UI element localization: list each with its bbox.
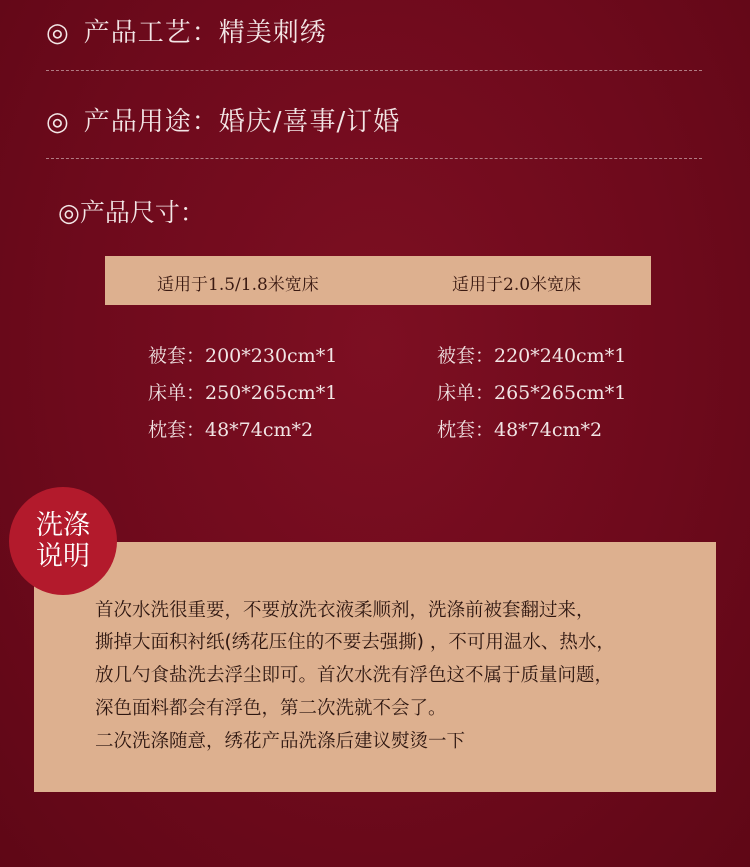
wash-line-3: 放几勺食盐洗去浮尘即可。首次水洗有浮色这不属于质量问题， [95,665,614,686]
spec-right-2: 床单：265*265cm*1 [437,382,627,404]
header-col-2: 适用于2.0米宽床 [452,275,582,295]
spec-left-1: 被套：200*230cm*1 [148,345,338,367]
size-table-header [105,256,651,305]
spec-left-3: 枕套：48*74cm*2 [148,419,314,441]
wash-line-5: 二次洗涤随意，绣花产品洗涤后建议熨烫一下 [95,731,466,752]
usage-line [46,101,400,138]
spec-right-1: 被套：220*240cm*1 [437,345,627,367]
size-title: ◎产品尺寸： [58,198,205,227]
badge-line-2: 说明 [36,541,90,572]
wash-badge [9,487,117,595]
spec-left-2: 床单：250*265cm*1 [148,382,338,404]
wash-line-4: 深色面料都会有浮色，第二次洗就不会了。 [95,698,447,719]
divider [46,70,702,71]
spec-right-3: 枕套：48*74cm*2 [437,419,603,441]
wash-line-2: 撕掉大面积衬纸(绣花压住的不要去强撕) ，不可用温水、热水， [95,632,615,653]
header-col-1: 适用于1.5/1.8米宽床 [157,275,319,295]
badge-line-1: 洗涤 [36,510,90,541]
craft-line [46,12,327,49]
bullet-icon: ◎ [46,18,70,48]
craft-label: 产品工艺：精美刺绣 [83,18,327,48]
divider [46,158,702,159]
usage-label: 产品用途：婚庆/喜事/订婚 [83,107,401,137]
wash-line-1: 首次水洗很重要，不要放洗衣液柔顺剂，洗涤前被套翻过来， [95,600,595,621]
bullet-icon: ◎ [46,107,70,137]
